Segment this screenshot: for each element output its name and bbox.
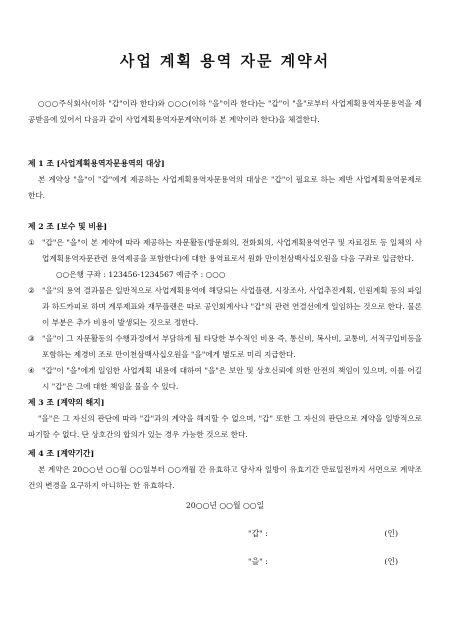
article-2-item-2 [28, 283, 422, 331]
article-2-item-1 [28, 235, 422, 283]
item-number: ② [28, 286, 35, 295]
bank-account-info: ○○은행 구좌 : 123456-1234567 예금주 : ○○○ [56, 270, 226, 279]
article-2-item-3 [28, 331, 422, 363]
article-3 [28, 395, 422, 443]
article-1-heading: 제 1 조 [사업계획용역자문용역의 대상] [28, 159, 165, 168]
signature-label: "갑" : [248, 529, 268, 538]
item-text: "을"의 용역 결과물은 일반적으로 사업계획용역에 해당되는 사업플랜, 시장조사, 사업추진계획, 인원계획 등의 파일과 하드카피로 하며 계루제표와 재무플랜은 따로 공인회계사나 "갑"의 관련 연결선에게 일임하는 것으로 한다. 물론 이 부분은 추가 비용이 발생되는 것으로 정한다. [42, 286, 422, 327]
article-2 [28, 219, 422, 395]
intro-section [28, 96, 422, 128]
article-3-heading: 제 3 조 [계약의 해지] [28, 398, 105, 407]
seal-mark: (인) [384, 557, 398, 566]
item-text: "갑"은 "을"이 본 계약에 따라 제공하는 자문활동(방문회의, 전화회의, 사업계획용역연구 및 자료검토 등 일체의 사업계획용역자문관련 용역제공을 포함한다)에 대한 용역료로서 원화 만이천삼백사십오원을 다음 구좌로 입금한다. [42, 238, 422, 263]
item-number: ① [28, 238, 35, 247]
intro-paragraph: ○○○주식회사(이하 "갑"이라 한다)와 ○○○(이하 "을"이라 한다)는 "갑"이 "을"로부터 사업계획용역자문용역을 제공받음에 있어서 다음과 같이 사업계획용역자문계약(이하 본 계약이라 한다)을 체결한다. [28, 99, 422, 124]
article-4-heading: 제 4 조 [계약기간] [28, 449, 95, 458]
signature-gap [248, 528, 398, 539]
seal-mark: (인) [384, 529, 398, 538]
signature-label: "을" : [248, 557, 268, 566]
article-2-heading: 제 2 조 [보수 및 비용] [28, 222, 108, 231]
contract-date: 20○○년 ○○월 ○○일 [185, 501, 265, 510]
signature-eul [248, 556, 398, 567]
article-4-body: 본 계약은 20○○년 ○○월 ○○일부터 ○○개월 간 유효하고 당사자 일방이 유효기간 만료일전까지 서면으로 계약조건의 변경을 요구하지 아니하는 한 유효하다. [28, 465, 422, 490]
article-4 [28, 446, 422, 494]
item-text: "을"이 그 자문활동의 수행과정에서 부담하게 될 타당한 부수적인 비용 즉, 통신비, 복사비, 교통비, 서적구입비등을 포함하는 제경비 조로 만이천삼백사십오원을 "을"에게 별도로 미리 지급한다. [42, 334, 422, 359]
article-2-item-4 [28, 363, 422, 395]
item-number: ③ [28, 334, 35, 343]
document-title: 사업 계획 용역 자문 계약서 [119, 52, 331, 70]
item-text: "갑"이 "을"에게 일임한 사업계획 내용에 대하여 "을"은 보안 및 상호신뢰에 의한 안전의 책임이 있으며, 이를 어길 시 "갑"은 그에 대한 책임을 물을 수 있다. [42, 366, 422, 391]
article-3-body: "을"은 그 자신의 판단에 따라 "갑"과의 계약을 해지할 수 없으며, "갑" 또한 그 자신의 판단으로 계약을 일방적으로 파기할 수 없다. 단 상호간의 합의가 있는 경우 가능한 것으로 한다. [28, 414, 422, 439]
item-number: ④ [28, 366, 35, 375]
article-1-body: 본 계약상 "을"이 "갑"에게 제공하는 사업계획용역자문용역의 대상은 "갑"이 필요로 하는 제반 사업계획용역문제로 한다. [28, 175, 422, 200]
article-1 [28, 156, 422, 204]
